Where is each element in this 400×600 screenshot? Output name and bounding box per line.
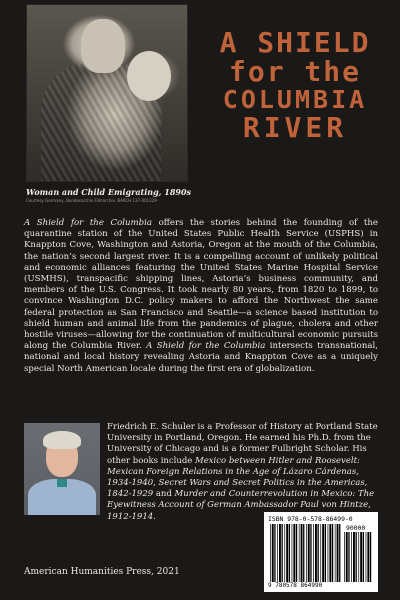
- blurb-text-2: intersects transnational, national and local history revealing Astoria and Knappton Cove as a uniquely special North American locale during the first era of globalization.: [24, 341, 378, 374]
- barcode-bar: [277, 524, 278, 582]
- barcode-bar: [363, 532, 364, 582]
- title-line-3: COLUMBIA: [222, 84, 368, 114]
- title-line-1: A SHIELD: [219, 26, 371, 59]
- barcode-bar: [308, 524, 310, 582]
- barcode-bar: [351, 532, 352, 582]
- barcode-bar: [318, 524, 319, 582]
- bio-book-1: Mexico between Hitler and Roosevelt: Mexican Foreign Relations in the Age of Lázaro Cárdenas, 1934-1940: [107, 455, 360, 489]
- book-title: [200, 26, 390, 145]
- blurb-text-1: offers the stories behind the founding of the quarantine station of the United States Public Health Service (USPHS) in Knappton Cove, Washington and Astoria, Oregon at the mouth of the Columbia, the nation’s second largest river. It is a compelling account of unlikely political and economic alliances featuring the United States Marine Hospital Service (USMHS), transpacific shipping lines, Astoria’s business community, and members of the U.S. Congress. It took nearly 80 years, from 1820 to 1899, to convince Washington D.C. policy makers to afford the Northwest the same federal protection as San Francisco and Seattle—a science based institution to shield human and animal life from the pandemics of plague, cholera and other hostile viruses—allowing for the continuation of multicultural economic pursuits along the Columbia River.: [24, 218, 378, 352]
- author-bio: [107, 422, 379, 523]
- barcode-bar: [332, 524, 333, 582]
- barcode-bar: [337, 524, 339, 582]
- barcode-bar: [370, 532, 371, 582]
- barcode-bar: [315, 524, 317, 582]
- bio-book-3: Murder and Counterrevolution in Mexico: The Eyewitness Account of German Ambassador Paul von Hintze, 1912-1914: [107, 489, 375, 522]
- barcode-addon-bars: [344, 532, 374, 582]
- bio-sep-2: and: [153, 489, 175, 500]
- barcode-bar: [293, 524, 295, 582]
- barcode-bar: [346, 532, 348, 582]
- barcode-bar: [303, 524, 304, 582]
- photo-caption: Woman and Child Emigrating, 1890s: [26, 187, 192, 197]
- barcode-bar: [348, 532, 349, 582]
- barcode-bar: [289, 524, 290, 582]
- isbn-number: ISBN 978-0-578-86499-0: [268, 515, 353, 523]
- photo-child: [127, 51, 171, 101]
- barcode-bar: [274, 524, 275, 582]
- blurb-book-title: A Shield for the Columbia: [24, 218, 153, 228]
- barcode-bar: [356, 532, 357, 582]
- barcode-bar: [286, 524, 288, 582]
- photo-credit: Courtesy Germany, Bundesarchiv Filmarchiv, BARCH 137-001229: [26, 198, 157, 203]
- barcode-bar: [328, 524, 329, 582]
- bio-book-2: Secret Wars and Secret Politics in the Americas, 1842-1929: [107, 478, 368, 500]
- barcode-bar: [282, 524, 283, 582]
- barcode-bar: [367, 532, 369, 582]
- cover-photo-woman-and-child: [26, 4, 188, 182]
- barcode-digits: 9 780578 864990: [268, 582, 323, 589]
- barcode-bar: [329, 524, 331, 582]
- barcode-bar: [335, 524, 336, 582]
- barcode-bar: [296, 524, 297, 582]
- author-hair: [43, 431, 81, 449]
- bio-sep-1: ,: [153, 478, 159, 489]
- barcode-bar: [366, 532, 367, 582]
- barcode-bar: [284, 524, 285, 582]
- blurb-book-title-2: A Shield for the Columbia: [146, 341, 266, 352]
- barcode-bar: [358, 532, 359, 582]
- barcode-bar: [270, 524, 271, 582]
- author-bowtie: [57, 479, 67, 487]
- barcode-bar: [292, 524, 293, 582]
- barcode-bars: [270, 524, 342, 582]
- barcode-bar: [325, 524, 326, 582]
- title-line-2: for the: [228, 55, 361, 89]
- title-line-4: RIVER: [242, 111, 348, 145]
- barcode-bar: [344, 532, 345, 582]
- barcode-bar: [306, 524, 307, 582]
- author-photo: [24, 423, 100, 515]
- barcode-bar: [313, 524, 314, 582]
- photo-woman-head: [81, 19, 125, 73]
- barcode-bar: [272, 524, 274, 582]
- barcode-bar: [279, 524, 281, 582]
- publisher-line: American Humanities Press, 2021: [24, 567, 180, 577]
- price-code: 90000: [346, 524, 366, 532]
- isbn-barcode: [264, 512, 378, 592]
- barcode-bar: [322, 524, 324, 582]
- barcode-bar: [299, 524, 300, 582]
- barcode-bar: [339, 524, 340, 582]
- bio-end: .: [153, 511, 156, 522]
- barcode-bar: [353, 532, 355, 582]
- barcode-bar: [301, 524, 303, 582]
- barcode-bar: [310, 524, 311, 582]
- back-cover-blurb: [24, 218, 378, 375]
- barcode-bar: [320, 524, 321, 582]
- bio-intro: Friedrich E. Schuler is a Professor of History at Portland State University in Portland, Oregon. He earned his Ph.D. from the University of Chicago and is a former Fulbright Scholar. His other books include: [107, 422, 378, 466]
- barcode-bar: [360, 532, 362, 582]
